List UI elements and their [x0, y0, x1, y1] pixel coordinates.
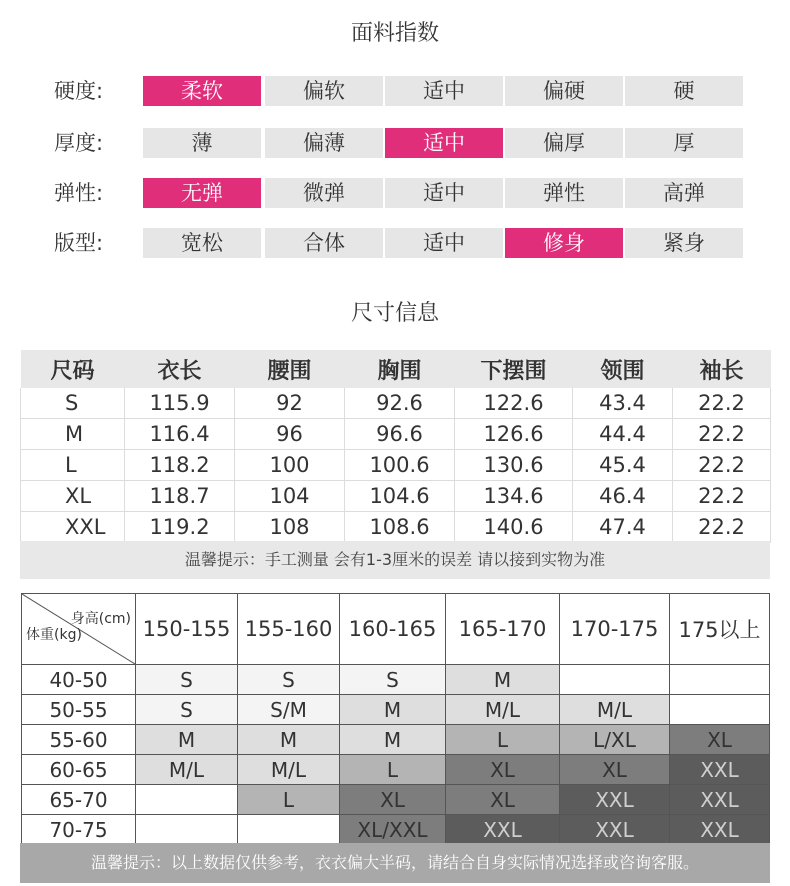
- measurement-cell: 130.6: [455, 450, 573, 481]
- size-label-cell: M: [21, 419, 125, 450]
- recommended-size-cell: L: [340, 755, 446, 785]
- weight-range-cell: 55-60: [22, 725, 136, 755]
- measurement-cell: 22.2: [673, 388, 771, 419]
- measurement-cell: 96.6: [345, 419, 455, 450]
- size-table-header-cell: 胸围: [345, 350, 455, 388]
- measurement-cell: 92.6: [345, 388, 455, 419]
- measurement-cell: 119.2: [125, 512, 235, 543]
- measurement-cell: 134.6: [455, 481, 573, 512]
- fabric-row-label: 厚度:: [54, 131, 104, 155]
- size-label-cell: S: [21, 388, 125, 419]
- fabric-row-label: 弹性:: [54, 181, 104, 205]
- recommended-size-cell: M/L: [136, 755, 238, 785]
- recommended-size-cell: XXL: [670, 785, 770, 815]
- size-table-header-cell: 衣长: [125, 350, 235, 388]
- recommended-size-cell: M: [340, 695, 446, 725]
- measurement-cell: 100: [235, 450, 345, 481]
- size-label-cell: XXL: [21, 512, 125, 543]
- size-recommendation-table: [21, 593, 770, 845]
- recommended-size-cell: M: [340, 725, 446, 755]
- measurement-cell: 22.2: [673, 512, 771, 543]
- table-row: [22, 695, 770, 725]
- recommended-size-cell: XL/XXL: [340, 815, 446, 845]
- measurement-cell: 122.6: [455, 388, 573, 419]
- fabric-option: 适中: [385, 228, 503, 258]
- height-range-header: 155-160: [238, 594, 340, 665]
- measurement-cell: 118.7: [125, 481, 235, 512]
- measurement-cell: 104: [235, 481, 345, 512]
- measurement-note: 温馨提示：手工测量 会有1-3厘米的误差 请以接到实物为准: [20, 541, 770, 579]
- recommended-size-cell: XL: [560, 755, 670, 785]
- fabric-option: 厚: [625, 128, 743, 158]
- recommended-size-cell: L/XL: [560, 725, 670, 755]
- recommended-size-cell: [238, 815, 340, 845]
- fabric-row: [0, 228, 790, 258]
- reference-note: 温馨提示：以上数据仅供参考，衣衣偏大半码，请结合自身实际情况选择或咨询客服。: [20, 843, 770, 883]
- measurement-cell: 140.6: [455, 512, 573, 543]
- recommended-size-cell: S/M: [238, 695, 340, 725]
- recommended-size-cell: S: [238, 665, 340, 695]
- recommended-size-cell: XXL: [670, 815, 770, 845]
- fabric-option: 高弹: [625, 178, 743, 208]
- recommended-size-cell: XXL: [560, 815, 670, 845]
- size-table-header-cell: 腰围: [235, 350, 345, 388]
- fabric-row: [0, 178, 790, 208]
- fabric-index-title: 面料指数: [350, 21, 439, 46]
- recommended-size-cell: M: [446, 665, 560, 695]
- weight-axis-label: 体重(kg): [26, 627, 82, 643]
- table-row: [21, 481, 771, 512]
- recommended-size-cell: L: [446, 725, 560, 755]
- recommended-size-cell: XL: [446, 785, 560, 815]
- recommended-size-cell: XXL: [560, 785, 670, 815]
- height-range-header: 165-170: [446, 594, 560, 665]
- recommended-size-cell: XXL: [670, 755, 770, 785]
- height-range-header: 175以上: [670, 594, 770, 665]
- table-row: [21, 512, 771, 543]
- measurement-cell: 22.2: [673, 481, 771, 512]
- fabric-option-selected: 柔软: [143, 76, 261, 106]
- fabric-option: 适中: [385, 76, 503, 106]
- recommended-size-cell: M/L: [446, 695, 560, 725]
- size-label-cell: L: [21, 450, 125, 481]
- weight-range-cell: 65-70: [22, 785, 136, 815]
- fabric-option: 紧身: [625, 228, 743, 258]
- size-table: [20, 350, 771, 543]
- weight-range-cell: 40-50: [22, 665, 136, 695]
- table-row: [22, 665, 770, 695]
- fabric-option-selected: 适中: [385, 128, 503, 158]
- recommended-size-cell: XL: [340, 785, 446, 815]
- measurement-cell: 46.4: [573, 481, 673, 512]
- fabric-option-selected: 修身: [505, 228, 623, 258]
- measurement-cell: 118.2: [125, 450, 235, 481]
- measurement-cell: 44.4: [573, 419, 673, 450]
- fabric-option: 硬: [625, 76, 743, 106]
- recommended-size-cell: XL: [446, 755, 560, 785]
- table-row: [22, 725, 770, 755]
- measurement-cell: 126.6: [455, 419, 573, 450]
- fabric-option: 偏软: [265, 76, 383, 106]
- table-row: [22, 785, 770, 815]
- fabric-option: 偏硬: [505, 76, 623, 106]
- measurement-cell: 108: [235, 512, 345, 543]
- table-row: [21, 450, 771, 481]
- weight-range-cell: 60-65: [22, 755, 136, 785]
- corner-header-cell: [22, 594, 136, 665]
- recommended-size-cell: S: [340, 665, 446, 695]
- measurement-cell: 100.6: [345, 450, 455, 481]
- fabric-row: [0, 76, 790, 106]
- fabric-option: 偏薄: [265, 128, 383, 158]
- measurement-cell: 22.2: [673, 419, 771, 450]
- size-table-header: [21, 350, 771, 388]
- height-range-header: 170-175: [560, 594, 670, 665]
- weight-range-cell: 70-75: [22, 815, 136, 845]
- recommended-size-cell: [670, 695, 770, 725]
- measurement-cell: 116.4: [125, 419, 235, 450]
- height-range-header: 150-155: [136, 594, 238, 665]
- recommended-size-cell: XL: [670, 725, 770, 755]
- recommended-size-cell: [136, 815, 238, 845]
- fabric-option: 弹性: [505, 178, 623, 208]
- measurement-cell: 47.4: [573, 512, 673, 543]
- measurement-cell: 115.9: [125, 388, 235, 419]
- fabric-option: 薄: [143, 128, 261, 158]
- weight-range-cell: 50-55: [22, 695, 136, 725]
- height-range-header: 160-165: [340, 594, 446, 665]
- measurement-cell: 43.4: [573, 388, 673, 419]
- fabric-option-selected: 无弹: [143, 178, 261, 208]
- recommended-size-cell: S: [136, 695, 238, 725]
- size-table-header-cell: 尺码: [21, 350, 125, 388]
- table-row: [22, 755, 770, 785]
- table-row: [22, 815, 770, 845]
- measurement-cell: 92: [235, 388, 345, 419]
- fabric-option: 合体: [265, 228, 383, 258]
- fabric-option: 偏厚: [505, 128, 623, 158]
- size-table-header-cell: 下摆围: [455, 350, 573, 388]
- fabric-row-label: 版型:: [54, 231, 104, 255]
- height-axis-label: 身高(cm): [70, 611, 131, 627]
- recommended-size-cell: [670, 665, 770, 695]
- recommended-size-cell: S: [136, 665, 238, 695]
- measurement-cell: 96: [235, 419, 345, 450]
- recommended-size-cell: M/L: [238, 755, 340, 785]
- recommended-size-cell: L: [238, 785, 340, 815]
- fabric-option: 微弹: [265, 178, 383, 208]
- fabric-option: 宽松: [143, 228, 261, 258]
- fabric-row-label: 硬度:: [54, 79, 104, 103]
- measurement-cell: 108.6: [345, 512, 455, 543]
- recommended-size-cell: M/L: [560, 695, 670, 725]
- measurement-cell: 104.6: [345, 481, 455, 512]
- recommended-size-cell: [136, 785, 238, 815]
- recommended-size-cell: M: [136, 725, 238, 755]
- recommended-size-cell: M: [238, 725, 340, 755]
- table-row: [21, 419, 771, 450]
- fabric-row: [0, 128, 790, 158]
- measurement-cell: 22.2: [673, 450, 771, 481]
- recommended-size-cell: XXL: [446, 815, 560, 845]
- recommended-size-cell: [560, 665, 670, 695]
- fabric-option: 适中: [385, 178, 503, 208]
- table-row: [21, 388, 771, 419]
- size-label-cell: XL: [21, 481, 125, 512]
- measurement-cell: 45.4: [573, 450, 673, 481]
- size-info-title: 尺寸信息: [350, 301, 439, 326]
- size-table-header-cell: 袖长: [673, 350, 771, 388]
- size-table-header-cell: 领围: [573, 350, 673, 388]
